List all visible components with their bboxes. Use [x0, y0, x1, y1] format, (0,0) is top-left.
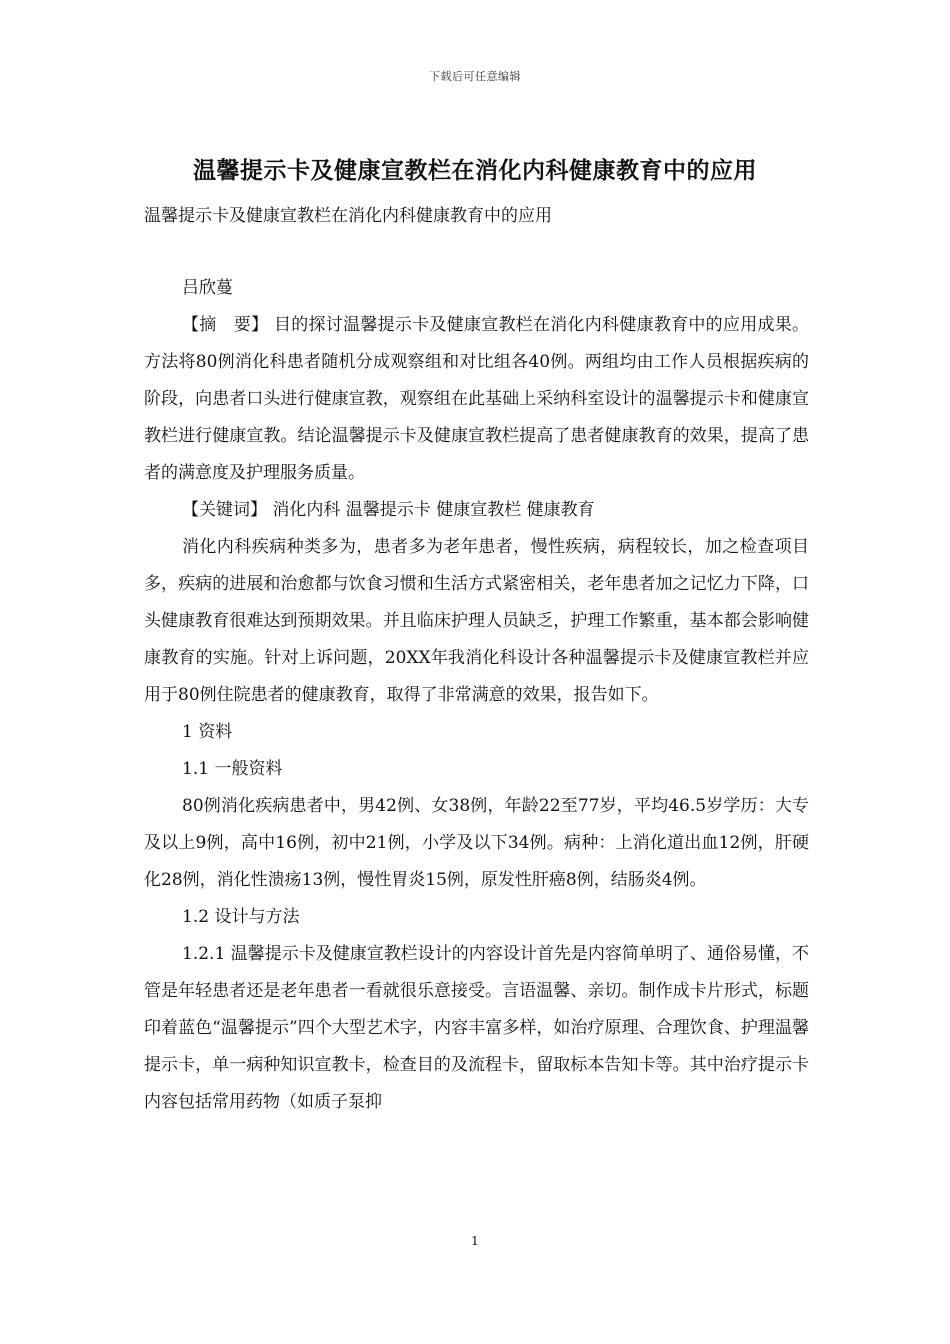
intro-paragraph: 消化内科疾病种类多为，患者多为老年患者，慢性疾病，病程较长，加之检查项目多，疾病的进展和治愈都与饮食习惯和生活方式紧密相关，老年患者加之记忆力下降，口头健康教育很难达到预期效果。并且临床护理人员缺乏，护理工作繁重，基本都会影响健康教育的实施。针对上诉问题，20XX年我消化科设计各种温馨提示卡及健康宣教栏并应用于80例住院患者的健康教育，取得了非常满意的效果，报告如下。: [144, 537, 809, 705]
abstract-paragraph: 【摘 要】 目的探讨温馨提示卡及健康宣教栏在消化内科健康教育中的应用成果。方法将80例消化科患者随机分成观察组和对比组各40例。两组均由工作人员根据疾病的阶段，向患者口头进行健康宣教，观察组在此基础上采纳科室设计的温馨提示卡和健康宣教栏进行健康宣教。结论温馨提示卡及健康宣教栏提高了患者健康教育的效果，提高了患者的满意度及护理服务质量。: [144, 315, 809, 483]
document-title: 温馨提示卡及健康宣教栏在消化内科健康教育中的应用: [193, 157, 757, 184]
header-note: 下载后可任意编辑: [429, 70, 521, 83]
keywords-paragraph: 【关键词】 消化内科 温馨提示卡 健康宣教栏 健康教育: [182, 500, 595, 520]
document-subtitle: 温馨提示卡及健康宣教栏在消化内科健康教育中的应用: [144, 206, 552, 226]
general-info-paragraph: 80例消化疾病患者中，男42例、女38例，年龄22至77岁，平均46.5岁学历：大专及以上9例，高中16例，初中21例，小学及以下34例。病种：上消化道出血12例，肝硬化28例，消化性溃疡13例，慢性胃炎15例，原发性肝癌8例，结肠炎4例。: [144, 796, 809, 890]
author: 吕欣蔓: [182, 278, 233, 298]
section-heading-1-2: 1.2 设计与方法: [182, 907, 300, 927]
section-heading-1: 1 资料: [182, 722, 233, 742]
document-body: [144, 270, 809, 1121]
design-paragraph: 1.2.1 温馨提示卡及健康宣教栏设计的内容设计首先是内容简单明了、通俗易懂，不管是年轻患者还是老年患者一看就很乐意接受。言语温馨、亲切。制作成卡片形式，标题印着蓝色“温馨提示”四个大型艺术字，内容丰富多样，如治疗原理、合理饮食、护理温馨提示卡，单一病种知识宣教卡，检查目的及流程卡，留取标本告知卡等。其中治疗提示卡内容包括常用药物（如质子泵抑: [144, 944, 809, 1112]
section-heading-1-1: 1.1 一般资料: [182, 759, 283, 779]
page-number: 1: [471, 1234, 479, 1248]
